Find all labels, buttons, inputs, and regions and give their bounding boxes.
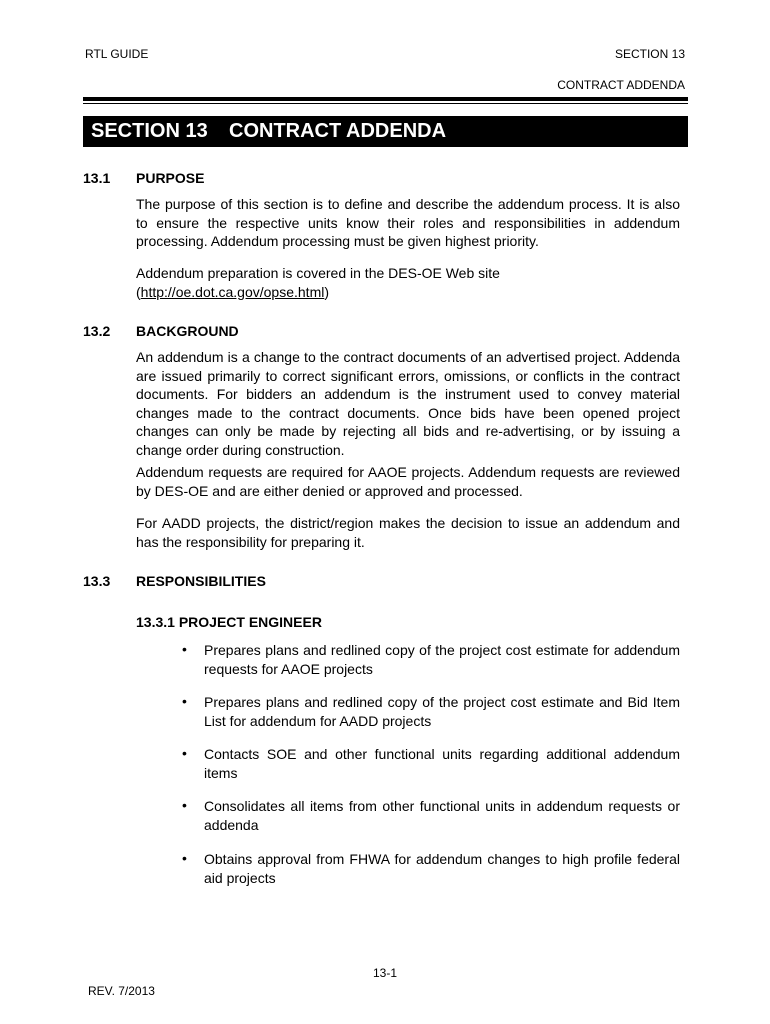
header-rule-thin [83, 103, 688, 104]
link-paren-open: ( [136, 283, 141, 300]
revision-label: REV. 7/2013 [88, 984, 155, 998]
header-title: CONTRACT ADDENDA [557, 78, 685, 92]
bullet-item: Obtains approval from FHWA for addendum changes to high profile federal aid projects [204, 851, 680, 886]
background-paragraph-1: An addendum is a change to the contract documents of an advertised project. Addenda are issued primarily to correct significant errors, omissions, or conflicts in the contract documents. For bidders an addendum is the instrument used to convey material changes made to the contract documents. Once bids have been opened project changes can only be made by rejecting all bids and re-advertising, or by issuing a change order during construction. [136, 349, 680, 458]
section-banner [83, 116, 688, 147]
section-title: PURPOSE [136, 170, 205, 186]
bullet-icon: • [182, 797, 187, 813]
bullet-item: Consolidates all items from other functional units in addendum requests or addenda [204, 798, 680, 833]
background-paragraph-2: Addendum requests are required for AAOE projects. Addendum requests are reviewed by DES-OE and are either denied or approved and processed. [136, 464, 680, 499]
page-number-text: 13-1 [372, 966, 398, 980]
bullet-item: Prepares plans and redlined copy of the project cost estimate and Bid Item List for addendum for AADD projects [204, 694, 680, 729]
header-rule-thick [83, 97, 688, 101]
section-number: 13.3 [83, 573, 111, 589]
banner-title: CONTRACT ADDENDA [229, 120, 447, 142]
section-heading-responsibilities [83, 573, 266, 589]
opse-link[interactable]: http://oe.dot.ca.gov/opse.html [140, 283, 325, 300]
link-paren-close: ) [324, 283, 330, 300]
section-title: BACKGROUND [136, 323, 239, 339]
banner-number: SECTION 13 [91, 120, 208, 142]
header-section: SECTION 13 [614, 47, 685, 61]
section-heading-background [83, 323, 239, 339]
section-number: 13.1 [83, 170, 111, 186]
section-heading-purpose [83, 170, 204, 186]
purpose-paragraph-2 [136, 264, 680, 301]
opse-link-line [136, 283, 680, 302]
bullet-icon: • [182, 641, 187, 657]
section-title: RESPONSIBILITIES [136, 573, 266, 589]
background-paragraph-3: For AADD projects, the district/region makes the decision to issue an addendum and has the responsibility for preparing it. [136, 515, 680, 550]
page-number [0, 966, 770, 980]
header-left: RTL GUIDE [85, 47, 149, 61]
bullet-item: Contacts SOE and other functional units regarding additional addendum items [204, 746, 680, 781]
section-number: 13.2 [83, 323, 111, 339]
subsection-heading-project-engineer: 13.3.1 PROJECT ENGINEER [136, 614, 322, 630]
bullet-icon: • [182, 693, 187, 709]
purpose-paragraph-1: The purpose of this section is to define and describe the addendum process. It is also to ensure the respective units know their roles and responsibilities in addendum processing. Addendum processing must be given highest priority. [136, 196, 680, 249]
bullet-icon: • [182, 745, 187, 761]
bullet-icon: • [182, 850, 187, 866]
purpose-paragraph-2-text: Addendum preparation is covered in the DES-OE Web site [136, 265, 500, 281]
bullet-item: Prepares plans and redlined copy of the project cost estimate for addendum requests for AAOE projects [204, 642, 680, 677]
